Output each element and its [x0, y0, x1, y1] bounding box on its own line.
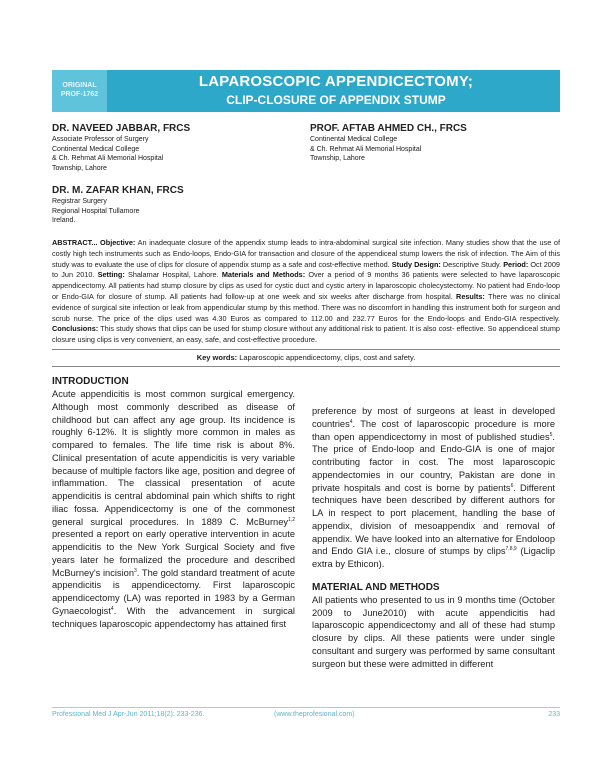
introduction-continued: [312, 405, 555, 571]
intro-text: presented a report on early operative intervention in acute appendicitis to the New York Surgical Society and five years later he formalized the procedure and described McBurney's incision: [52, 529, 295, 578]
intro-text: . Different techniques have been described by different authors for LA in respect to port placement, handling the base of appendix, division of mesoappendix and removal of appendix. We have looked into an alternative for Endoloop and Endo GIA i.e., closure of stumps by clips: [312, 482, 555, 557]
author-block: [52, 122, 560, 237]
methods-heading: MATERIAL AND METHODS: [312, 581, 440, 593]
abstract-setting: Shalamar Hospital, Lahore.: [127, 270, 219, 280]
author-affiliation: & Ch. Rehmat Ali Memorial Hospital: [52, 155, 164, 162]
author-name: DR. M. ZAFAR KHAN, FRCS: [52, 185, 184, 196]
abstract-objective: An inadequate closure of the appendix stump leads to intra-abdominal surgical site infection. Many studies show that the use of costly high tech instruments such as Endo-loops, Endo-GIA for transaction and closure of the appendiceal stump lowers the risk of infection. The Aim of this study was to evaluate the use of clips for closure of appendix stump as a safe and cost-effective method.: [52, 238, 561, 269]
journal-citation: Professional Med J Apr-Jun 2011;18(2): 233-236.: [52, 711, 205, 718]
author-affiliation: Regional Hospital Tullamore: [52, 207, 140, 215]
author-name: DR. NAVEED JABBAR, FRCS: [52, 123, 191, 134]
methods-label: Materials and Methods:: [221, 270, 306, 280]
intro-text: (Ligaclip extra by Ethicon).: [312, 546, 555, 569]
badge-type: ORIGINAL: [62, 82, 97, 89]
conclusions-label: Conclusions:: [52, 324, 99, 334]
keywords-text: Laparoscopic appendicectomy, clips, cost and safety.: [239, 353, 416, 362]
author-affiliation: & Ch. Rehmat Ali Memorial Hospital: [310, 145, 422, 153]
author-affiliation: Continental Medical College: [310, 136, 398, 143]
citation: 1,2: [288, 516, 295, 523]
abstract-period: Oct 2009 to Jun 2010.: [52, 259, 560, 280]
author-3: [52, 184, 184, 226]
keywords-bar: [52, 349, 560, 367]
setting-label: Setting:: [97, 270, 125, 280]
design-label: Study Design:: [391, 259, 441, 269]
citation: 4: [349, 418, 353, 425]
intro-text: Acute appendicitis is most common surgical emergency. Although most commonly described as disease of childhood but can affect any age group. Its incidence is roughly 6-12%. It is slightly more common in males as compared to females. The life time risk is about 8%. Clinical presentation of acute appendicitis is very variable because of multiple factors like age, position and degree of inflammation. The classical presentation of acute appendicitis is central abdominal pain which shifts to right iliac fossa. Appendicectomy is one of the commonest general surgical procedures. In 1889 C. McBurney: [52, 389, 295, 527]
body-column-right: [312, 405, 555, 670]
page-footer: [52, 707, 560, 722]
author-affiliation: Township, Lahore: [52, 164, 107, 172]
abstract: [52, 238, 560, 346]
author-affiliation: Continental Medical College: [52, 145, 140, 153]
period-label: Period:: [503, 259, 529, 269]
page-number: 233: [548, 711, 560, 718]
article-banner: [52, 70, 560, 112]
intro-text: . The price of Endo-loop and Endo-GIA is one of major contributing factor in cost. The most laparoscopic appendectomies in our country, Pakistan are done in private hospitals and cost is borne by patients: [312, 431, 555, 493]
website-link[interactable]: (www.theprofesional.com): [274, 711, 355, 718]
intro-text: . With the advancement in surgical techniques laparoscopic appendectomy has attained first: [52, 605, 295, 629]
author-name: PROF. AFTAB AHMED CH., FRCS: [310, 123, 467, 134]
author-affiliation: Registrar Surgery: [52, 198, 107, 205]
abstract-conclusions: This study shows that clips can be used for stump closure without any additional risk to patient. It is also cost- effective. So appendiceal stump closure using clips is very convenient, an easy, safe, and cost-effective procedure.: [52, 324, 560, 345]
badge-code: PROF-1762: [60, 91, 99, 98]
citation: 7,8,9: [505, 546, 517, 553]
introduction-paragraph: [52, 388, 295, 630]
article-subtitle: CLIP-CLOSURE OF APPENDIX STUMP: [226, 93, 446, 107]
author-affiliation: Ireland.: [52, 217, 76, 224]
intro-text: . The cost of laparoscopic procedure is more than open appendicectomy in most of published studies: [312, 418, 555, 442]
author-affiliation: Township, Lahore: [310, 155, 365, 162]
keywords-label: Key words:: [196, 353, 238, 362]
intro-text: . The gold standard treatment of acute appendicitis is appendicectomy. First laparoscopic appendicectomy (LA) was reported in 1983 by a German Gynaecologist: [52, 567, 295, 616]
abstract-methods: Over a period of 9 months 36 patients were selected to have laparoscopic appendicectomy. All patients had stump closure by clips as used for cystic duct and cystic artery in laparoscopic cholecystectomy. No patient had Endo-loop or Endo-GIA for closure of stump. All patients had follow-up at one week and six weeks after discharge from hospital.: [52, 270, 561, 301]
article-type-badge: [52, 70, 107, 112]
abstract-label: ABSTRACT... Objective:: [52, 238, 136, 247]
author-affiliation: Associate Professor of Surgery: [52, 136, 149, 143]
citation: 6: [510, 482, 514, 489]
citation: 5: [549, 431, 553, 438]
abstract-design: Descriptive Study.: [442, 259, 502, 269]
citation: 4: [110, 605, 114, 612]
results-label: Results:: [456, 291, 485, 301]
article-title: LAPAROSCOPIC APPENDICECTOMY;: [198, 73, 474, 90]
introduction-heading: INTRODUCTION: [52, 376, 129, 387]
author-2: [310, 122, 467, 164]
body-column-left: [52, 375, 295, 630]
citation: 3: [134, 567, 137, 574]
author-1: [52, 122, 190, 173]
methods-paragraph: All patients who presented to us in 9 months time (October 2009 to June2010) with acute appendicitis had laparoscopic appendicectomy and all of these had stump closure by clips. All these patients were under single consultant and surgery was performed by same consultant surgeon but these were admitted in different: [312, 594, 555, 669]
intro-text: preference by most of surgeons at least in developed countries: [312, 406, 555, 429]
abstract-results: There was no clinical evidence of surgical site infection or leak from appendicular stump by this method. There was no discomfort in handling this instrument both for surgeon and scrub nurse. The price of the clips used was 4.30 Euros as compared to 112.00 and 232.77 Euros for the Endo-loops and Endo-GIA respectively.: [52, 291, 561, 323]
